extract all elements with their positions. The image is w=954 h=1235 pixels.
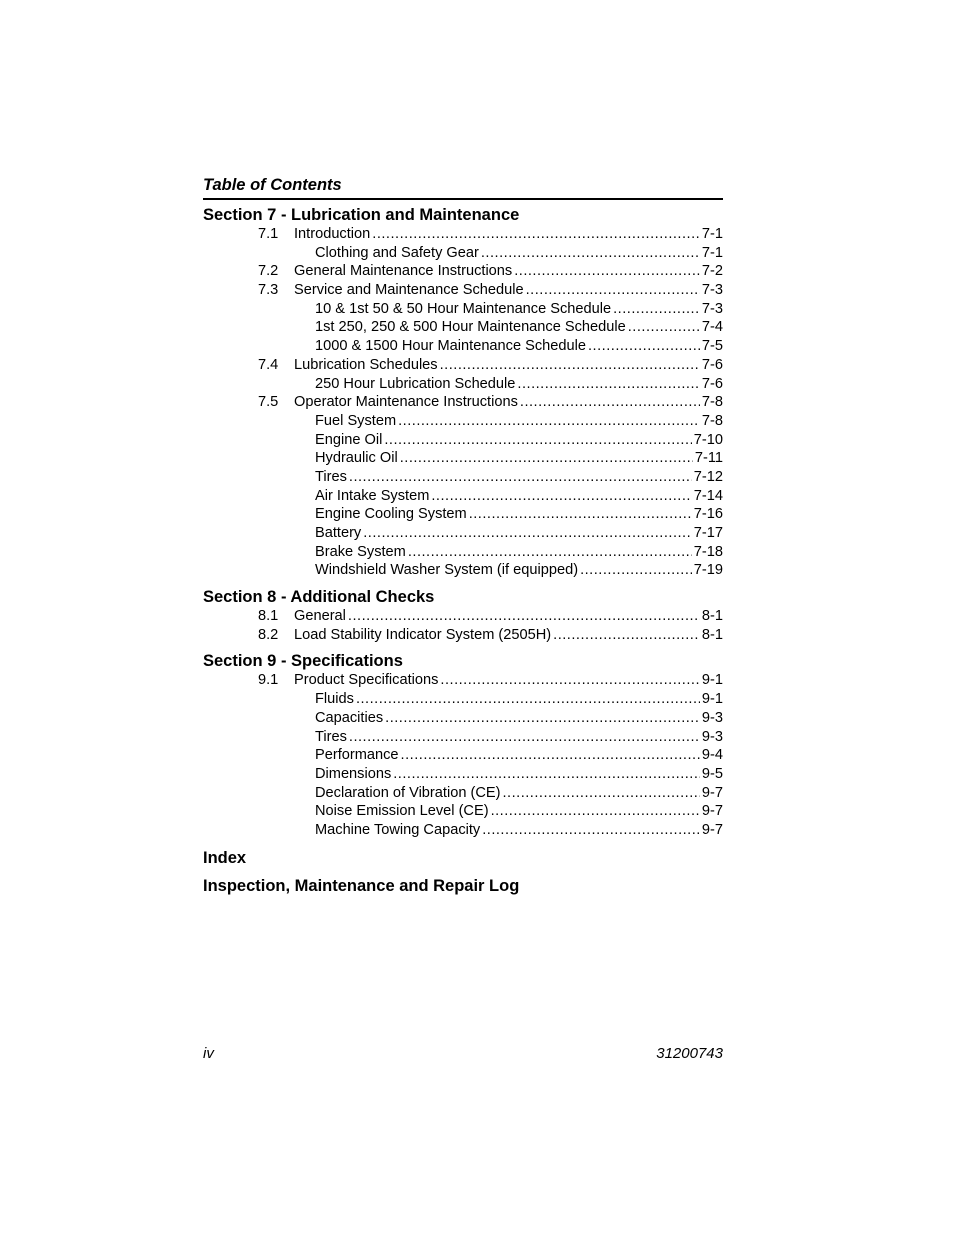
toc-entry-number: 7.2 xyxy=(258,263,279,280)
toc-entry-title: 10 & 1st 50 & 50 Hour Maintenance Schedule xyxy=(315,300,612,317)
toc-entry[interactable] xyxy=(203,300,723,319)
toc-entry[interactable] xyxy=(203,225,723,244)
toc-entry-page: 7-8 xyxy=(701,412,723,429)
toc-entry-line xyxy=(315,487,723,506)
toc-entry-number: 8.2 xyxy=(258,626,279,643)
toc-entry-title: 250 Hour Lubrication Schedule xyxy=(315,375,516,392)
toc-entry-line xyxy=(294,262,723,281)
toc-entry-title: Windshield Washer System (if equipped) xyxy=(315,562,579,579)
toc-entry-line xyxy=(315,709,723,728)
section-heading[interactable]: Section 7 - Lubrication and Maintenance xyxy=(203,206,520,224)
toc-entry-line xyxy=(315,337,723,356)
dot-leader xyxy=(408,543,692,562)
toc-entry[interactable] xyxy=(203,356,723,375)
toc-entry[interactable] xyxy=(203,765,723,784)
toc-entry-title: Noise Emission Level (CE) xyxy=(315,803,489,820)
toc-entry[interactable] xyxy=(203,244,723,263)
dot-leader xyxy=(588,337,700,356)
toc-entry-title: General xyxy=(294,608,346,625)
toc-entry-title: Load Stability Indicator System (2505H) xyxy=(294,626,552,643)
toc-entry-page: 9-1 xyxy=(701,691,723,708)
table-of-contents xyxy=(203,205,723,896)
toc-entry-line xyxy=(315,300,723,319)
toc-entry-title: Machine Towing Capacity xyxy=(315,821,481,838)
toc-entry-line xyxy=(294,356,723,375)
toc-entry[interactable] xyxy=(203,505,723,524)
toc-entry-number: 7.5 xyxy=(258,394,279,411)
toc-entry-number: 7.4 xyxy=(258,356,279,373)
section-heading[interactable]: Section 8 - Additional Checks xyxy=(203,588,435,607)
dot-leader xyxy=(363,524,692,543)
dot-leader xyxy=(400,449,693,468)
toc-entry-line xyxy=(315,690,723,709)
toc-entry[interactable] xyxy=(203,393,723,412)
toc-entry-line xyxy=(315,412,723,431)
toc-entry-line xyxy=(315,524,723,543)
dot-leader xyxy=(469,505,692,524)
toc-entry-title: Service and Maintenance Schedule xyxy=(294,282,524,299)
toc-entry-line xyxy=(315,821,723,840)
toc-entry[interactable] xyxy=(203,690,723,709)
dot-leader xyxy=(349,468,692,487)
dot-leader xyxy=(401,746,700,765)
toc-entry-line xyxy=(315,468,723,487)
toc-entry-page: 7-5 xyxy=(701,338,723,355)
header-rule xyxy=(203,198,723,200)
toc-entry-line xyxy=(315,802,723,821)
toc-entry[interactable] xyxy=(203,784,723,803)
toc-entry-page: 9-3 xyxy=(701,728,723,745)
toc-entry-line xyxy=(294,626,723,645)
section-heading[interactable]: Index xyxy=(203,848,247,867)
toc-entry-page: 9-1 xyxy=(701,672,723,689)
toc-entry-title: Engine Cooling System xyxy=(315,506,467,523)
toc-entry-line xyxy=(315,449,723,468)
running-header-title: Table of Contents xyxy=(203,176,342,194)
toc-entry-number: 7.3 xyxy=(258,282,279,299)
toc-entry-title: Lubrication Schedules xyxy=(294,356,438,373)
dot-leader xyxy=(553,626,700,645)
dot-leader xyxy=(628,318,700,337)
toc-entry[interactable] xyxy=(203,561,723,580)
toc-entry-line xyxy=(315,375,723,394)
toc-entry-number: 7.1 xyxy=(258,226,279,242)
toc-entry[interactable] xyxy=(203,468,723,487)
toc-entry[interactable] xyxy=(203,671,723,690)
toc-entry[interactable] xyxy=(203,412,723,431)
toc-entry[interactable] xyxy=(203,626,723,645)
dot-leader xyxy=(440,671,700,690)
toc-entry-title: Fuel System xyxy=(315,412,397,429)
toc-entry-title: Clothing and Safety Gear xyxy=(315,244,479,261)
toc-entry-page: 9-7 xyxy=(701,803,723,820)
dot-leader xyxy=(517,375,700,394)
toc-entry-line xyxy=(315,784,723,803)
toc-entry[interactable] xyxy=(203,375,723,394)
toc-entry[interactable] xyxy=(203,431,723,450)
toc-entry[interactable] xyxy=(203,746,723,765)
toc-entry-title: Declaration of Vibration (CE) xyxy=(315,784,501,801)
toc-entry-title: Battery xyxy=(315,525,362,541)
toc-entry-line xyxy=(315,561,723,580)
toc-entry[interactable] xyxy=(203,487,723,506)
dot-leader xyxy=(384,431,691,450)
toc-entry-title: Fluids xyxy=(315,691,354,708)
toc-entry-title: Dimensions xyxy=(315,765,392,782)
dot-leader xyxy=(481,244,700,263)
toc-entry-page: 7-17 xyxy=(693,525,723,541)
dot-leader xyxy=(440,356,700,375)
dot-leader xyxy=(580,561,692,580)
toc-entry-line xyxy=(294,607,723,626)
toc-entry-page: 9-4 xyxy=(701,747,723,764)
toc-entry-title: Brake System xyxy=(315,543,406,560)
toc-entry-page: 8-1 xyxy=(701,608,723,625)
dot-leader xyxy=(356,690,700,709)
toc-entry-page: 7-3 xyxy=(701,300,723,317)
toc-entry-line xyxy=(315,505,723,524)
toc-entry[interactable] xyxy=(203,543,723,562)
toc-entry-page: 7-1 xyxy=(701,244,723,261)
toc-entry[interactable] xyxy=(203,318,723,337)
toc-entry-page: 7-8 xyxy=(701,394,723,411)
toc-entry-page: 7-10 xyxy=(693,431,723,448)
toc-entry-page: 8-1 xyxy=(701,626,723,643)
dot-leader xyxy=(349,728,700,747)
toc-entry[interactable] xyxy=(203,728,723,747)
toc-entry-title: Tires xyxy=(315,468,347,485)
toc-entry-title: Engine Oil xyxy=(315,431,383,448)
toc-entry-page: 7-12 xyxy=(693,468,723,485)
toc-entry[interactable] xyxy=(203,607,723,626)
toc-entry-page: 7-3 xyxy=(701,282,723,299)
dot-leader xyxy=(502,784,699,803)
toc-entry-title: Capacities xyxy=(315,709,384,726)
section-heading[interactable]: Section 9 - Specifications xyxy=(203,652,403,671)
toc-entry[interactable] xyxy=(203,821,723,840)
toc-entry-title: Introduction xyxy=(294,226,371,242)
toc-entry-page: 9-7 xyxy=(701,784,723,801)
dot-leader xyxy=(482,821,700,840)
toc-entry-page: 9-3 xyxy=(701,709,723,726)
toc-entry[interactable] xyxy=(203,802,723,821)
dot-leader xyxy=(431,487,691,506)
toc-entry-page: 7-18 xyxy=(693,543,723,560)
section-heading[interactable]: Inspection, Maintenance and Repair Log xyxy=(203,876,520,895)
toc-entry-title: Tires xyxy=(315,728,347,745)
toc-entry-line xyxy=(294,281,723,300)
toc-entry-page: 7-2 xyxy=(701,263,723,280)
toc-entry-line xyxy=(315,431,723,450)
toc-entry-line xyxy=(315,765,723,784)
toc-entry[interactable] xyxy=(203,524,723,543)
toc-entry-line xyxy=(294,225,723,244)
toc-entry-page: 7-19 xyxy=(693,562,723,579)
toc-entry[interactable] xyxy=(203,281,723,300)
toc-entry-title: Product Specifications xyxy=(294,672,439,689)
dot-leader xyxy=(385,709,700,728)
toc-entry-title: Operator Maintenance Instructions xyxy=(294,394,518,411)
toc-entry-number: 8.1 xyxy=(258,608,279,625)
toc-entry-title: 1000 & 1500 Hour Maintenance Schedule xyxy=(315,338,586,355)
toc-entry[interactable] xyxy=(203,337,723,356)
toc-entry-page: 7-11 xyxy=(694,450,723,467)
toc-entry-line xyxy=(315,244,723,263)
toc-entry-line xyxy=(315,728,723,747)
section-spacer xyxy=(203,580,723,587)
toc-entry-line xyxy=(294,393,723,412)
footer-page-number: iv xyxy=(203,1045,214,1062)
dot-leader xyxy=(372,225,700,244)
dot-leader xyxy=(398,412,700,431)
footer-doc-number: 31200743 xyxy=(656,1045,723,1062)
toc-entry-page: 9-5 xyxy=(701,765,723,782)
toc-entry-title: Hydraulic Oil xyxy=(315,450,398,467)
toc-entry-page: 9-7 xyxy=(701,821,723,838)
dot-leader xyxy=(526,281,700,300)
dot-leader xyxy=(348,607,700,626)
toc-entry-line xyxy=(315,543,723,562)
toc-entry-title: 1st 250, 250 & 500 Hour Maintenance Schedule xyxy=(315,319,626,336)
toc-entry[interactable] xyxy=(203,449,723,468)
toc-entry-page: 7-6 xyxy=(701,356,723,373)
dot-leader xyxy=(393,765,700,784)
toc-entry[interactable] xyxy=(203,262,723,281)
dot-leader xyxy=(613,300,700,319)
section-spacer xyxy=(203,840,723,848)
toc-entry-page: 7-14 xyxy=(693,487,723,504)
section-spacer xyxy=(203,644,723,651)
toc-entry-number: 9.1 xyxy=(258,672,279,689)
toc-entry-page: 7-6 xyxy=(701,375,723,392)
dot-leader xyxy=(520,393,700,412)
toc-entry-line xyxy=(315,746,723,765)
toc-entry[interactable] xyxy=(203,709,723,728)
section-spacer xyxy=(203,868,723,876)
toc-entry-title: Air Intake System xyxy=(315,487,430,504)
toc-entry-page: 7-1 xyxy=(701,226,723,242)
toc-entry-title: General Maintenance Instructions xyxy=(294,263,513,280)
toc-entry-line xyxy=(294,671,723,690)
toc-entry-page: 7-16 xyxy=(693,506,723,523)
dot-leader xyxy=(491,802,700,821)
toc-entry-title: Performance xyxy=(315,747,399,764)
toc-entry-page: 7-4 xyxy=(701,319,723,336)
dot-leader xyxy=(514,262,700,281)
toc-entry-line xyxy=(315,318,723,337)
